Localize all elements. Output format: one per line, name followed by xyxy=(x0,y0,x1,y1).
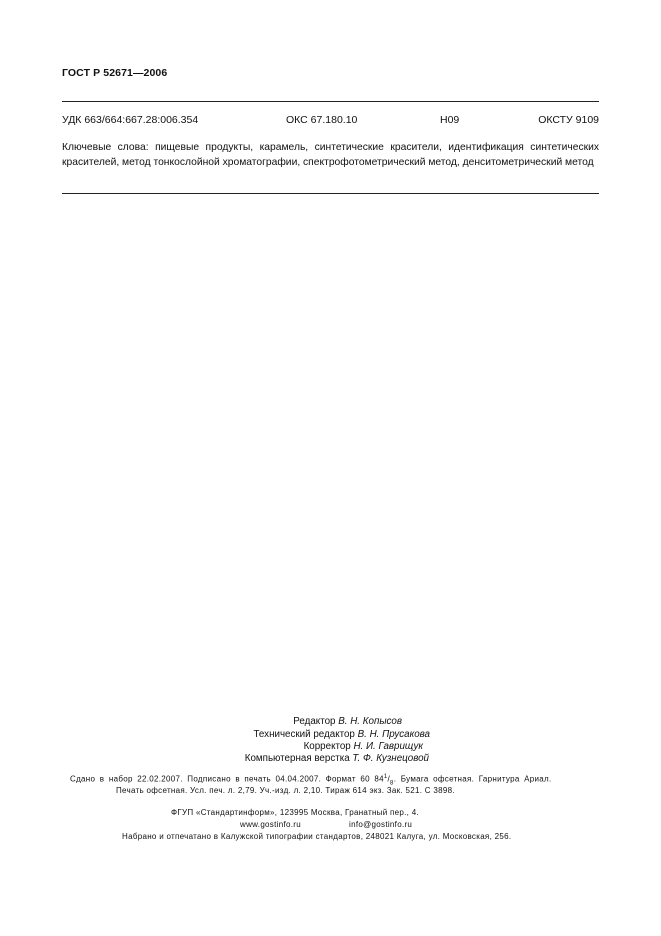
credit-tech-editor xyxy=(254,729,431,740)
credit-role: Корректор xyxy=(303,741,351,752)
printing-house: Набрано и отпечатано в Калужской типографии стандартов, 248021 Калуга, ул. Московская, 256. xyxy=(122,832,512,841)
keywords-paragraph: Ключевые слова: пищевые продукты, карамель, синтетические красители, идентификация синтетических красителей, метод тонкослойной хроматографии, спектрофотометрический метод, денситометрический метод xyxy=(62,142,599,168)
imprint-line-2: Печать офсетная. Усл. печ. л. 2,79. Уч.-изд. л. 2,10. Тираж 614 экз. Зак. 521. С 3898. xyxy=(116,786,455,795)
credit-role: Технический редактор xyxy=(253,729,355,740)
imprint-line-1: Сдано в набор 22.02.2007. Подписано в печать 04.04.2007. Формат 60 $84^1/_8$. Бумага офсетная. Гарнитура Ариал. xyxy=(70,774,552,787)
credit-proofreader xyxy=(304,741,423,752)
publisher-website: www.gostinfo.ru xyxy=(240,820,301,829)
publisher-email: info@gostinfo.ru xyxy=(349,820,413,829)
credit-name: В. Н. Копысов xyxy=(338,716,402,727)
credit-layout xyxy=(245,753,429,764)
credit-editor xyxy=(293,716,402,727)
keywords-divider xyxy=(62,193,599,194)
oks-code: ОКС 67.180.10 xyxy=(286,114,358,126)
credit-role: Компьютерная верстка xyxy=(244,753,350,764)
udk-code: УДК 663/664:667.28:006.354 xyxy=(62,114,199,126)
credit-name: Т. Ф. Кузнецовой xyxy=(352,753,429,764)
credit-name: Н. И. Гаврищук xyxy=(353,741,423,752)
group-code: Н09 xyxy=(440,114,460,126)
okstu-code: ОКСТУ 9109 xyxy=(538,114,599,126)
credit-name: В. Н. Прусакова xyxy=(357,729,430,740)
document-id: ГОСТ Р 52671—2006 xyxy=(62,67,168,79)
publisher-address: ФГУП «Стандартинформ», 123995 Москва, Гранатный пер., 4. xyxy=(171,808,419,817)
top-divider xyxy=(62,101,599,102)
credit-role: Редактор xyxy=(293,716,336,727)
